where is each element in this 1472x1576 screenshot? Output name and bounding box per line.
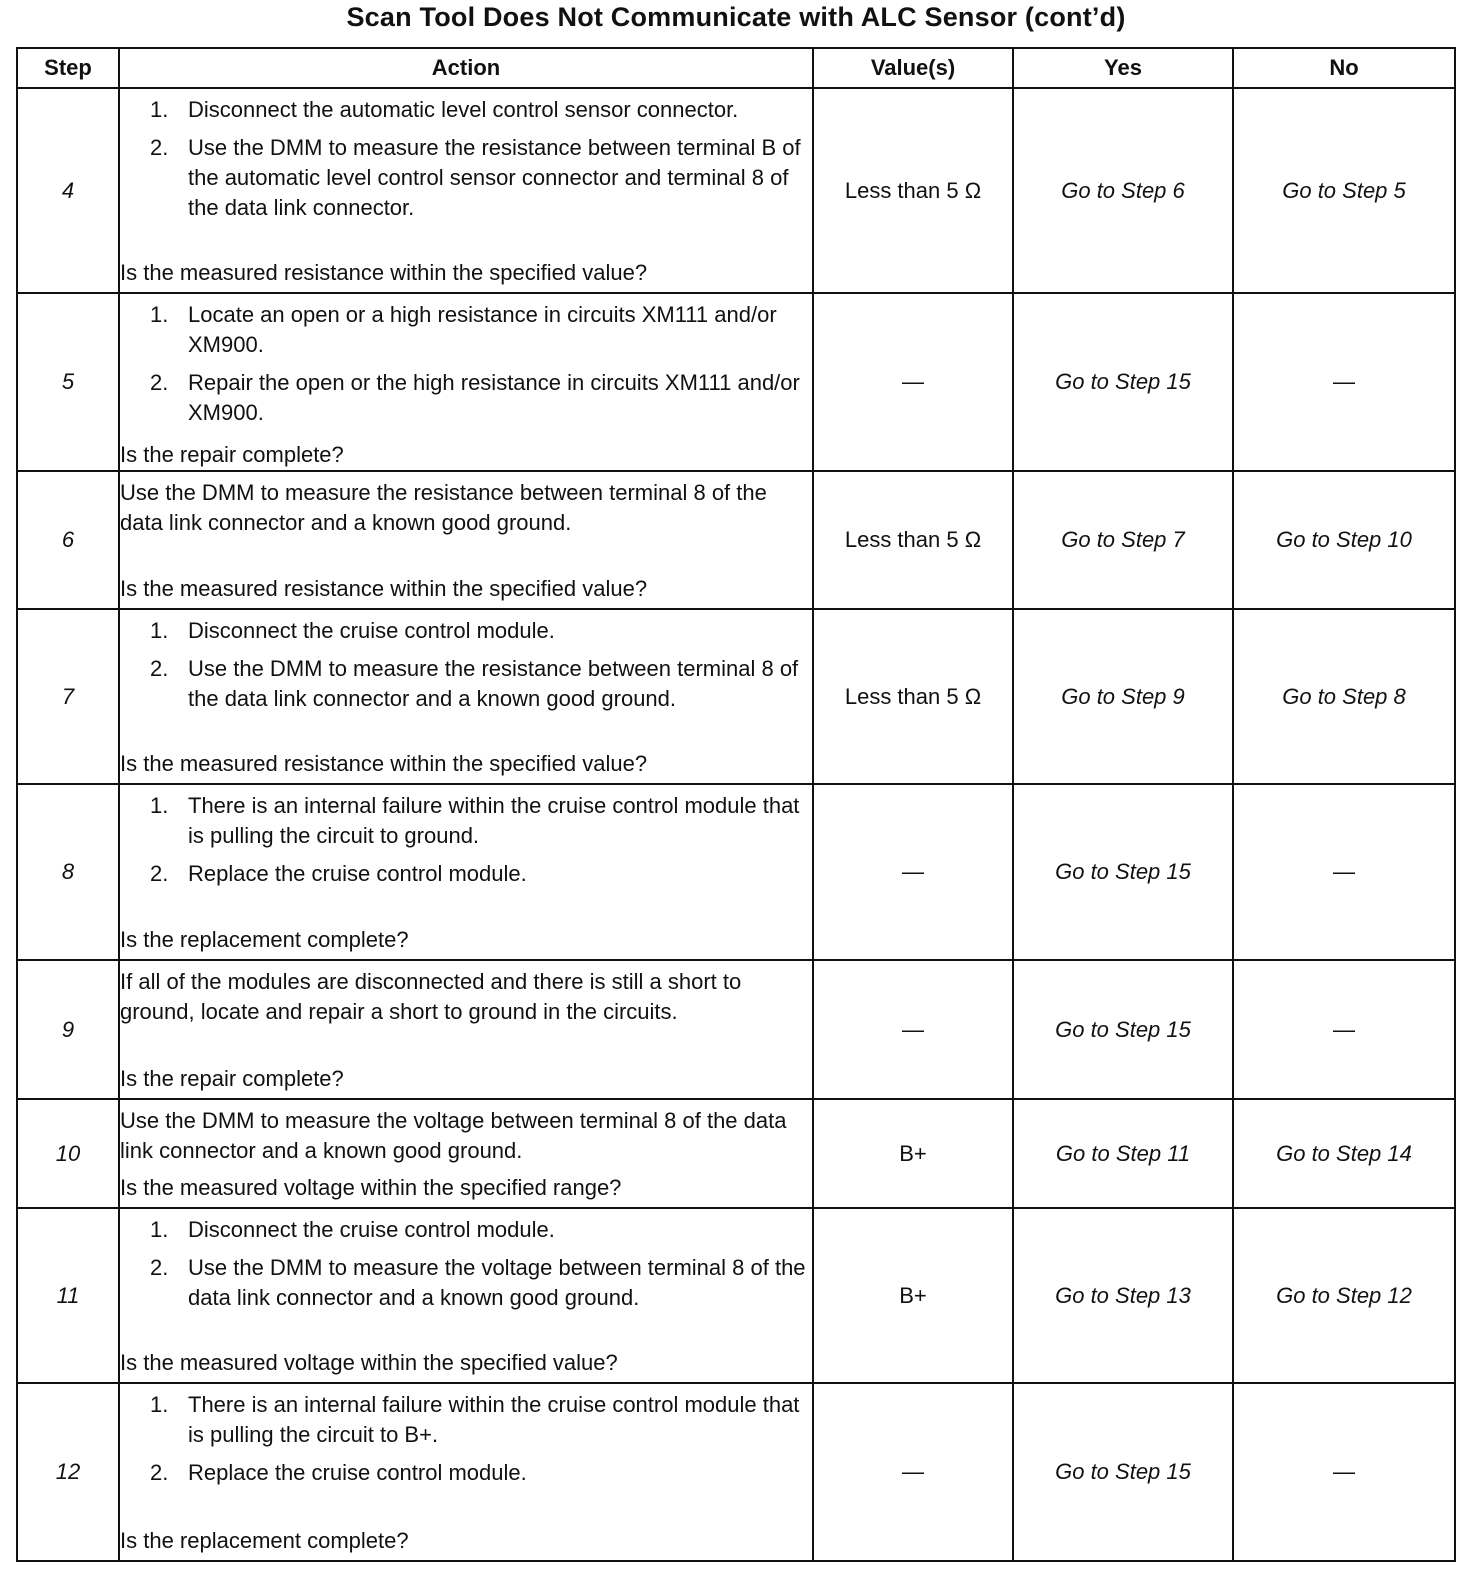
- action-cell: [119, 1383, 813, 1561]
- action-item: [120, 1253, 812, 1313]
- question-text: Is the measured resistance within the specified value?: [120, 576, 648, 601]
- action-cell: [119, 609, 813, 784]
- no-cell: —: [1233, 960, 1455, 1099]
- action-item: [120, 791, 812, 851]
- table-row: [17, 293, 1455, 471]
- header-step: Step: [17, 48, 119, 88]
- action-cell: [119, 293, 813, 471]
- yes-cell: Go to Step 11: [1013, 1099, 1233, 1208]
- item-number: 1.: [150, 1217, 169, 1242]
- item-number: 2.: [150, 1255, 169, 1280]
- question-text: Is the measured resistance within the specified value?: [120, 260, 648, 285]
- no-cell: Go to Step 8: [1233, 609, 1455, 784]
- question-text: Is the replacement complete?: [120, 927, 409, 952]
- item-text: There is an internal failure within the cruise control module that is pulling the circuit to ground.: [188, 793, 800, 848]
- question-text: Is the repair complete?: [120, 1066, 344, 1091]
- value-cell: Less than 5 Ω: [813, 609, 1013, 784]
- table-row: [17, 960, 1455, 1099]
- action-cell: [119, 88, 813, 293]
- item-text: Disconnect the automatic level control sensor connector.: [188, 97, 739, 122]
- header-values: Value(s): [813, 48, 1013, 88]
- yes-cell: Go to Step 7: [1013, 471, 1233, 609]
- no-cell: Go to Step 12: [1233, 1208, 1455, 1383]
- item-text: Use the DMM to measure the voltage between terminal 8 of the data link connector and a known good ground.: [188, 1255, 806, 1310]
- yes-cell: Go to Step 6: [1013, 88, 1233, 293]
- value-cell: B+: [813, 1208, 1013, 1383]
- table-row: [17, 1383, 1455, 1561]
- yes-cell: Go to Step 15: [1013, 293, 1233, 471]
- question-text: Is the measured voltage within the specified value?: [120, 1350, 618, 1375]
- header-no: No: [1233, 48, 1455, 88]
- action-item: [120, 1458, 812, 1488]
- action-cell: [119, 471, 813, 609]
- question-text: Is the repair complete?: [120, 442, 344, 467]
- diagnostic-table: [16, 47, 1456, 1562]
- item-number: 1.: [150, 302, 169, 327]
- item-text: Disconnect the cruise control module.: [188, 1217, 555, 1242]
- table-row: [17, 609, 1455, 784]
- action-cell: [119, 1099, 813, 1208]
- item-text: Use the DMM to measure the resistance between terminal B of the automatic level control sensor connector and terminal 8 of the data link connector.: [188, 135, 801, 220]
- item-number: 1.: [150, 97, 169, 122]
- action-item: [120, 95, 812, 125]
- item-number: 2.: [150, 1460, 169, 1485]
- step-number: 12: [17, 1383, 119, 1561]
- no-cell: —: [1233, 293, 1455, 471]
- action-cell: [119, 1208, 813, 1383]
- item-text: Replace the cruise control module.: [188, 1460, 527, 1485]
- action-text: Use the DMM to measure the resistance between terminal 8 of the data link connector and a known good ground.: [120, 480, 767, 535]
- yes-cell: Go to Step 15: [1013, 1383, 1233, 1561]
- no-cell: —: [1233, 784, 1455, 960]
- item-number: 2.: [150, 370, 169, 395]
- value-cell: B+: [813, 1099, 1013, 1208]
- action-item: [120, 654, 812, 714]
- step-number: 11: [17, 1208, 119, 1383]
- step-number: 6: [17, 471, 119, 609]
- item-text: Locate an open or a high resistance in circuits XM111 and/or XM900.: [188, 302, 777, 357]
- table-row: [17, 88, 1455, 293]
- action-cell: [119, 784, 813, 960]
- value-cell: —: [813, 293, 1013, 471]
- step-number: 7: [17, 609, 119, 784]
- item-text: There is an internal failure within the cruise control module that is pulling the circuit to B+.: [188, 1392, 800, 1447]
- step-number: 9: [17, 960, 119, 1099]
- no-cell: Go to Step 10: [1233, 471, 1455, 609]
- action-item: [120, 368, 812, 428]
- action-text: If all of the modules are disconnected and there is still a short to ground, locate and repair a short to ground in the circuits.: [120, 969, 742, 1024]
- action-cell: [119, 960, 813, 1099]
- question-text: Is the replacement complete?: [120, 1528, 409, 1553]
- step-number: 5: [17, 293, 119, 471]
- no-cell: —: [1233, 1383, 1455, 1561]
- value-cell: —: [813, 784, 1013, 960]
- item-number: 1.: [150, 793, 169, 818]
- yes-cell: Go to Step 15: [1013, 960, 1233, 1099]
- header-yes: Yes: [1013, 48, 1233, 88]
- table-row: [17, 784, 1455, 960]
- yes-cell: Go to Step 13: [1013, 1208, 1233, 1383]
- yes-cell: Go to Step 15: [1013, 784, 1233, 960]
- action-item: [120, 300, 812, 360]
- item-text: Replace the cruise control module.: [188, 861, 527, 886]
- no-cell: Go to Step 14: [1233, 1099, 1455, 1208]
- item-number: 1.: [150, 1392, 169, 1417]
- question-text: Is the measured resistance within the specified value?: [120, 751, 648, 776]
- action-item: [120, 1215, 812, 1245]
- table-row: [17, 471, 1455, 609]
- table-row: [17, 1099, 1455, 1208]
- value-cell: —: [813, 1383, 1013, 1561]
- value-cell: —: [813, 960, 1013, 1099]
- item-text: Repair the open or the high resistance in circuits XM111 and/or XM900.: [188, 370, 800, 425]
- action-item: [120, 133, 812, 223]
- item-text: Disconnect the cruise control module.: [188, 618, 555, 643]
- value-cell: Less than 5 Ω: [813, 88, 1013, 293]
- item-text: Use the DMM to measure the resistance between terminal 8 of the data link connector and a known good ground.: [188, 656, 799, 711]
- header-action: Action: [119, 48, 813, 88]
- table-header-row: [17, 48, 1455, 88]
- action-item: [120, 616, 812, 646]
- page-title: Scan Tool Does Not Communicate with ALC Sensor (cont’d): [346, 2, 1126, 32]
- step-number: 10: [17, 1099, 119, 1208]
- item-number: 1.: [150, 618, 169, 643]
- item-number: 2.: [150, 861, 169, 886]
- action-item: [120, 1390, 812, 1450]
- step-number: 4: [17, 88, 119, 293]
- action-text: Use the DMM to measure the voltage between terminal 8 of the data link connector and a known good ground.: [120, 1108, 787, 1163]
- action-item: [120, 859, 812, 889]
- item-number: 2.: [150, 135, 169, 160]
- question-text: Is the measured voltage within the specified range?: [120, 1175, 622, 1200]
- yes-cell: Go to Step 9: [1013, 609, 1233, 784]
- table-row: [17, 1208, 1455, 1383]
- step-number: 8: [17, 784, 119, 960]
- value-cell: Less than 5 Ω: [813, 471, 1013, 609]
- no-cell: Go to Step 5: [1233, 88, 1455, 293]
- item-number: 2.: [150, 656, 169, 681]
